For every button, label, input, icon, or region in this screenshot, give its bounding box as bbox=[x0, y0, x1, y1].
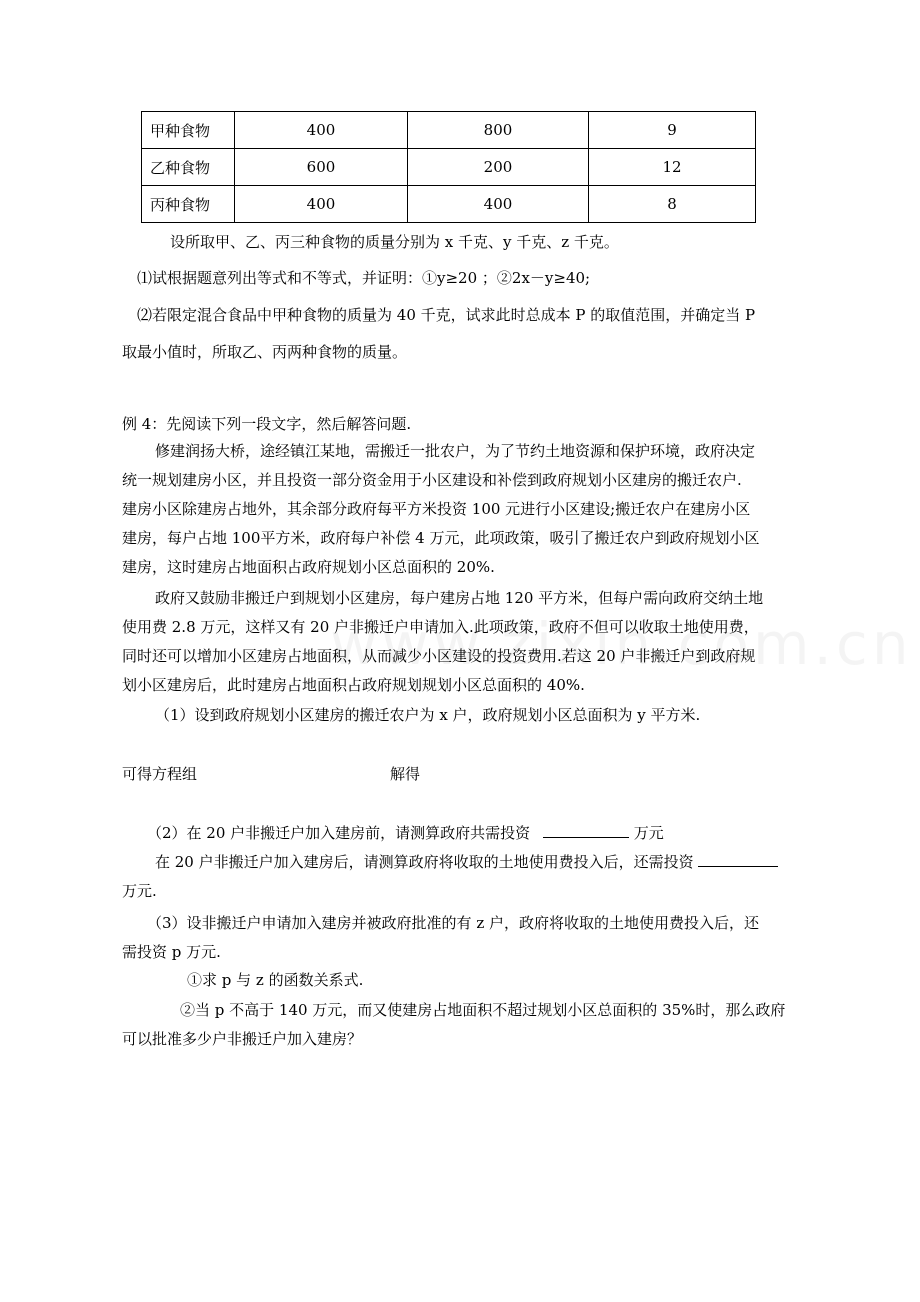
table-cell: 400 bbox=[408, 186, 589, 223]
answer-blank[interactable] bbox=[543, 823, 629, 838]
paragraph-line: 修建润扬大桥，途经镇江某地，需搬迁一批农户，为了节约土地资源和保护环境，政府决定 bbox=[155, 442, 756, 460]
table-cell: 甲种食物 bbox=[142, 112, 235, 149]
paragraph-line: 划小区建房后，此时建房占地面积占政府规划规划小区总面积的 40%. bbox=[122, 676, 585, 694]
table-cell: 600 bbox=[235, 149, 408, 186]
part-2-a bbox=[147, 823, 664, 843]
answer-blank[interactable] bbox=[698, 852, 778, 867]
table-cell: 乙种食物 bbox=[142, 149, 235, 186]
table-cell: 400 bbox=[235, 112, 408, 149]
table-cell: 200 bbox=[408, 149, 589, 186]
solve-label: 解得 bbox=[390, 765, 421, 783]
example-heading: 例 4：先阅读下列一段文字，然后解答问题. bbox=[122, 415, 412, 433]
part-2-a-unit: 万元 bbox=[633, 824, 664, 842]
paragraph-line: 建房，这时建房占地面积占政府规划小区总面积的 20%. bbox=[122, 558, 495, 576]
part-2-b-text: 在 20 户非搬迁户加入建房后，请测算政府将收取的土地使用费投入后，还需投资 bbox=[155, 853, 694, 871]
paragraph-line: 政府又鼓励非搬迁户到规划小区建房，每户建房占地 120 平方米，但每户需向政府交纳土地 bbox=[155, 589, 764, 607]
paragraph-line: 同时还可以增加小区建房占地面积，从而减少小区建设的投资费用.若这 20 户非搬迁户到政府规 bbox=[122, 647, 756, 665]
table-row bbox=[142, 112, 756, 149]
part-3-line-1: （3）设非搬迁户申请加入建房并被政府批准的有 z 户，政府将收取的土地使用费投入后，还 bbox=[147, 914, 759, 932]
table-cell: 8 bbox=[589, 186, 756, 223]
paragraph-line: 使用费 2.8 万元，这样又有 20 户非搬迁户申请加入.此项政策，政府不但可以收取土地使用费， bbox=[122, 618, 759, 636]
table-cell: 丙种食物 bbox=[142, 186, 235, 223]
table-cell: 400 bbox=[235, 186, 408, 223]
part-3-line-2: 需投资 p 万元. bbox=[122, 943, 221, 961]
equations-label: 可得方程组 bbox=[122, 765, 198, 783]
part-1: （1）设到政府规划小区建房的搬迁农户为 x 户，政府规划小区总面积为 y 平方米. bbox=[155, 706, 701, 724]
table-cell: 9 bbox=[589, 112, 756, 149]
sub-question-1: ①求 p 与 z 的函数关系式. bbox=[187, 971, 364, 989]
table-row bbox=[142, 149, 756, 186]
paragraph-line: 建房，每户占地 100平方米，政府每户补偿 4 万元，此项政策，吸引了搬迁农户到政府规划小区 bbox=[122, 529, 760, 547]
food-table bbox=[141, 111, 756, 223]
question-2-line-2: 取最小值时，所取乙、丙两种食物的质量。 bbox=[122, 343, 408, 361]
table-cell: 800 bbox=[408, 112, 589, 149]
question-1: ⑴试根据题意列出等式和不等式，并证明：①y≥20 ；②2x－y≥40; bbox=[137, 269, 591, 287]
problem-setup: 设所取甲、乙、丙三种食物的质量分别为 x 千克、y 千克、z 千克。 bbox=[170, 233, 619, 251]
question-2-line-1: ⑵若限定混合食品中甲种食物的质量为 40 千克，试求此时总成本 P 的取值范围，并确定当 P bbox=[137, 306, 756, 324]
sub-question-2-line-2: 可以批准多少户非搬迁户加入建房？ bbox=[122, 1030, 363, 1048]
paragraph-line: 统一规划建房小区，并且投资一部分资金用于小区建设和补偿到政府规划小区建房的搬迁农户. bbox=[122, 471, 742, 489]
part-2-a-text: （2）在 20 户非搬迁户加入建房前，请测算政府共需投资 bbox=[147, 824, 531, 842]
sub-question-2-line-1: ②当 p 不高于 140 万元，而又使建房占地面积不超过规划小区总面积的 35%时，那么政府 bbox=[180, 1001, 786, 1019]
part-2-b-end: 万元. bbox=[122, 882, 157, 900]
table-cell: 12 bbox=[589, 149, 756, 186]
table-row bbox=[142, 186, 756, 223]
paragraph-line: 建房小区除建房占地外，其余部分政府每平方米投资 100 元进行小区建设;搬迁农户在建房小区 bbox=[122, 500, 751, 518]
part-2-b bbox=[155, 852, 778, 872]
